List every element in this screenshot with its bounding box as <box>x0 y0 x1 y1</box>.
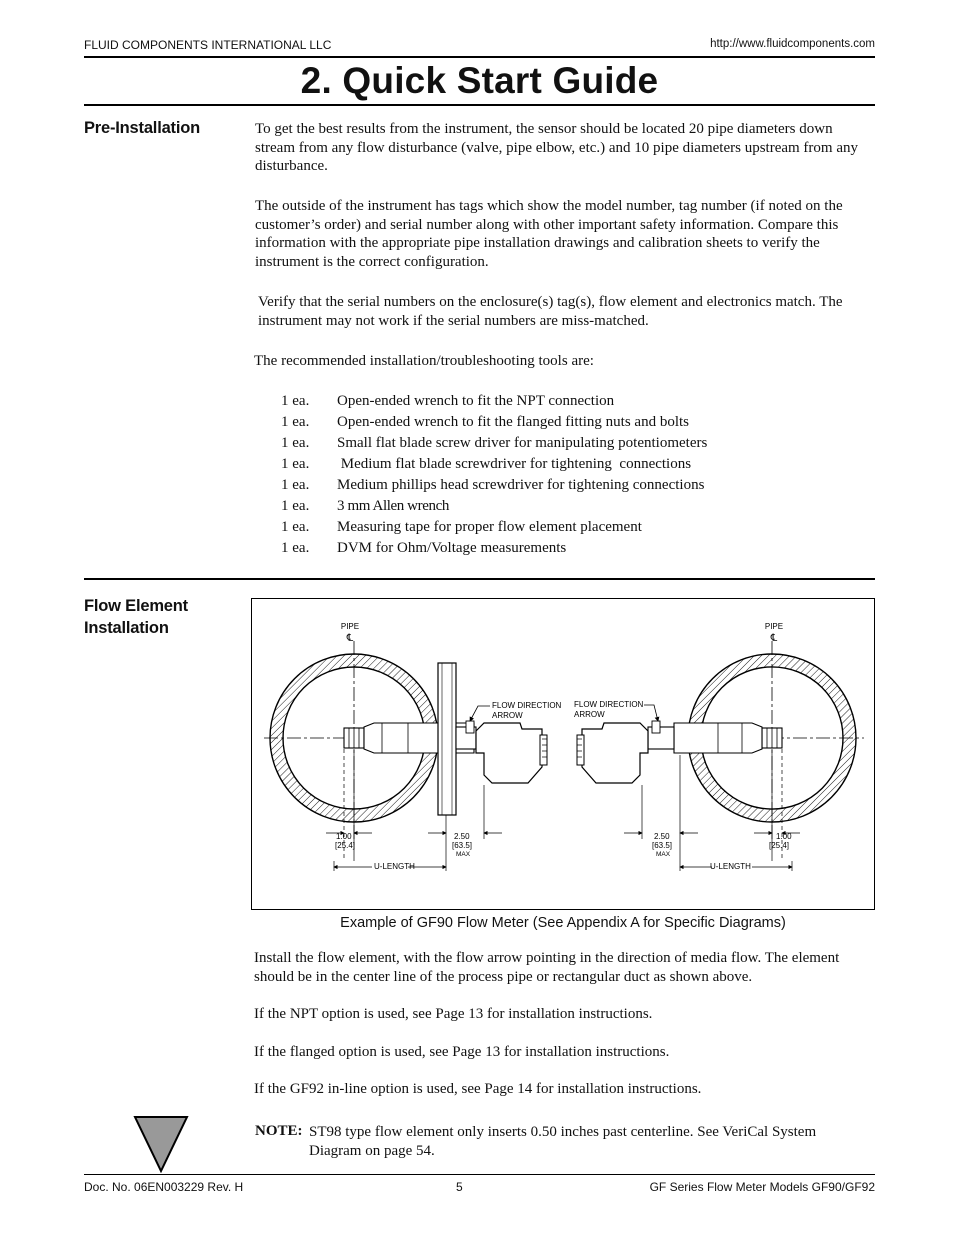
tool-qty: 1 ea. <box>281 393 310 409</box>
flow-element-paragraph-3: If the flanged option is used, see Page 13 for installation instructions. <box>254 1044 670 1060</box>
flow-element-heading <box>84 595 188 639</box>
installation-diagram <box>251 598 875 910</box>
footer-rule <box>84 1174 875 1175</box>
footer-doc-number: Doc. No. 06EN003229 Rev. H <box>84 1180 244 1194</box>
tool-desc: Measuring tape for proper flow element placement <box>337 519 642 535</box>
enclosure-right <box>582 723 648 783</box>
tool-qty: 1 ea. <box>281 540 310 556</box>
dim-2-50-left: 2.50 <box>454 832 470 841</box>
dim-2-50-right: 2.50 <box>654 832 670 841</box>
u-length-right: U-LENGTH <box>710 862 751 871</box>
tool-desc: Open-ended wrench to fit the NPT connection <box>337 393 615 409</box>
left-pipe-assembly <box>264 641 547 871</box>
pre-installation-paragraph-1: To get the best results from the instrument, the sensor should be located 20 pipe diameters down stream from any flow disturbance (valve, pipe elbow, etc.) and 10 pipe diameters upstream from any disturbance. <box>255 121 858 174</box>
tool-qty: 1 ea. <box>281 456 310 472</box>
right-pipe-assembly <box>577 641 864 871</box>
dim-25-4-right: [25.4] <box>769 841 790 850</box>
flow-arrow-label-left-2: ARROW <box>492 711 523 720</box>
flange-left <box>438 663 456 815</box>
flow-element-paragraph-2: If the NPT option is used, see Page 13 for installation instructions. <box>254 1006 653 1022</box>
dim-63-5-right: [63.5] <box>652 841 673 850</box>
dim-max-right: MAX <box>656 851 671 858</box>
dim-1-00-right: 1.00 <box>776 832 792 841</box>
flow-element-heading-line1: Flow Element <box>84 597 188 615</box>
tool-qty: 1 ea. <box>281 414 310 430</box>
dim-25-4-left: [25.4] <box>335 841 356 850</box>
header-company: FLUID COMPONENTS INTERNATIONAL LLC <box>84 38 332 52</box>
flow-arrow-label-left-1: FLOW DIRECTION <box>492 701 562 710</box>
flow-arrow-label-right-2: ARROW <box>574 710 605 719</box>
centerline-symbol-right: ℄ <box>770 633 778 644</box>
tool-desc: DVM for Ohm/Voltage measurements <box>337 540 567 556</box>
pipe-label-left: PIPE <box>340 622 360 631</box>
title-rule <box>84 104 875 106</box>
pre-installation-paragraph-2: The outside of the instrument has tags which show the model number, tag number (if noted on the customer’s order) and serial number along with other important safety information. Compare this information with the appropriate pipe installation drawings and calibration sheets to verify the instrument is the correct configuration. <box>255 198 843 270</box>
note-text: ST98 type flow element only inserts 0.50 inches past centerline. See VeriCal System Diagram on page 54. <box>309 1124 817 1159</box>
tools-intro: The recommended installation/troubleshooting tools are: <box>254 353 594 369</box>
section-rule <box>84 578 875 580</box>
note-label: NOTE: <box>255 1123 303 1139</box>
u-length-left: U-LENGTH <box>374 862 415 871</box>
flow-arrow-label-right-1: FLOW DIRECTION <box>574 700 644 709</box>
pre-installation-heading: Pre-Installation <box>84 119 200 137</box>
warning-triangle-icon <box>133 1115 189 1178</box>
tool-desc: Open-ended wrench to fit the flanged fitting nuts and bolts <box>337 414 689 430</box>
dim-max-left: MAX <box>456 851 471 858</box>
tool-desc: Medium flat blade screwdriver for tightening connections <box>337 456 692 472</box>
page-title: 2. Quick Start Guide <box>300 60 659 101</box>
tool-qty: 1 ea. <box>281 435 310 451</box>
footer-page-number: 5 <box>456 1180 463 1194</box>
tool-qty: 1 ea. <box>281 477 310 493</box>
pipe-label-right: PIPE <box>764 622 784 631</box>
tool-qty: 1 ea. <box>281 498 310 514</box>
figure-caption: Example of GF90 Flow Meter (See Appendix A for Specific Diagrams) <box>340 915 786 931</box>
centerline-symbol-left: ℄ <box>346 633 354 644</box>
dim-1-00-left: 1.00 <box>336 832 352 841</box>
flow-element-paragraph-1: Install the flow element, with the flow arrow pointing in the direction of media flow. The element should be in the center line of the process pipe or rectangular duct as shown above. <box>254 950 840 985</box>
pre-installation-paragraph-3: Verify that the serial numbers on the enclosure(s) tag(s), flow element and electronics match. The instrument may not work if the serial numbers are miss-matched. <box>258 294 843 329</box>
tool-desc: 3 mm Allen wrench <box>337 498 449 514</box>
footer-product: GF Series Flow Meter Models GF90/GF92 <box>649 1180 875 1194</box>
enclosure-left <box>476 723 542 783</box>
header-url[interactable]: http://www.fluidcomponents.com <box>710 38 875 50</box>
header-rule <box>84 56 875 58</box>
dim-63-5-left: [63.5] <box>452 841 473 850</box>
flow-element-paragraph-4: If the GF92 in-line option is used, see Page 14 for installation instructions. <box>254 1081 702 1097</box>
tool-qty: 1 ea. <box>281 519 310 535</box>
tool-desc: Small flat blade screw driver for manipulating potentiometers <box>337 435 708 451</box>
tool-desc: Medium phillips head screwdriver for tightening connections <box>337 477 705 493</box>
flow-element-heading-line2: Installation <box>84 619 169 637</box>
